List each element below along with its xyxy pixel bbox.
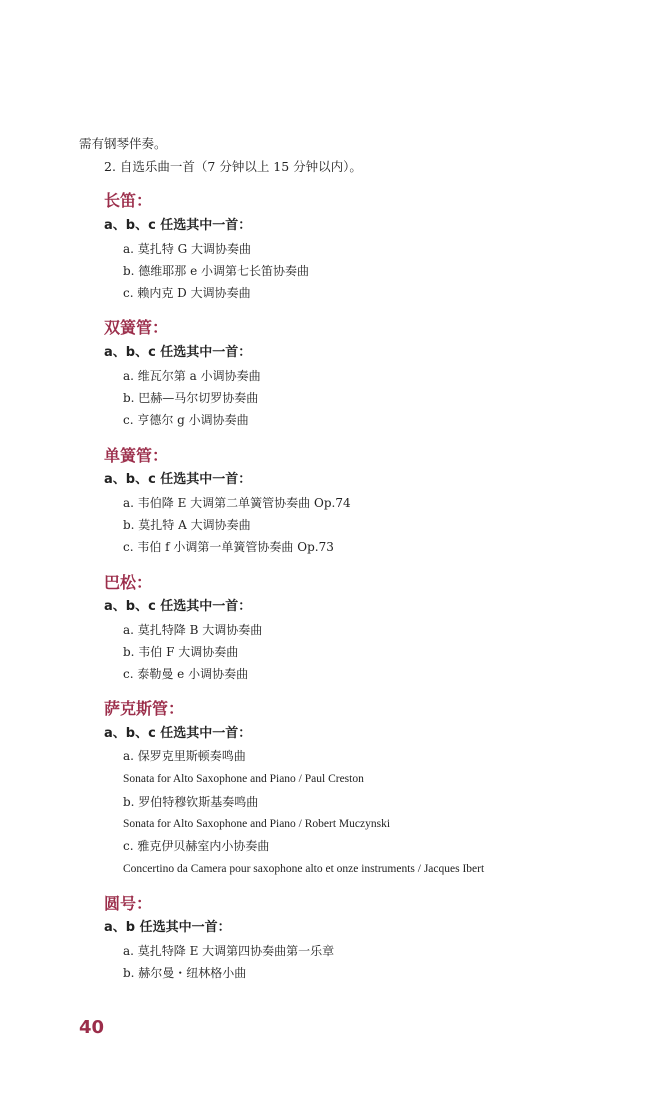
list-item: b. 莫扎特 A 大调协奏曲 [123, 518, 251, 532]
list-item: c. 赖内克 D 大调协奏曲 [123, 286, 251, 300]
section-title: 长笛： [104, 191, 153, 210]
list-item: b. 德维耶那 e 小调第七长笛协奏曲 [123, 264, 310, 278]
list-item: a. 莫扎特降 B 大调协奏曲 [123, 623, 263, 637]
section-prompt: a、b、c 任选其中一首： [104, 218, 252, 233]
section-prompt: a、b 任选其中一首： [104, 920, 231, 935]
section-prompt: a、b、c 任选其中一首： [104, 599, 252, 614]
list-item: a. 莫扎特降 E 大调第四协奏曲第一乐章 [123, 944, 335, 958]
list-item: c. 亨德尔 g 小调协奏曲 [123, 413, 249, 427]
section-title: 萨克斯管： [104, 699, 185, 718]
list-item: Concertino da Camera pour saxophone alto et onze instruments / Jacques Ibert [123, 863, 485, 875]
list-item: b. 赫尔曼・纽林格小曲 [123, 966, 247, 980]
list-item: a. 保罗克里斯顿奏鸣曲 [123, 749, 246, 763]
list-item: a. 莫扎特 G 大调协奏曲 [123, 242, 251, 256]
list-item: b. 巴赫—马尔切罗协奏曲 [123, 391, 259, 405]
list-item: c. 雅克伊贝赫室内小协奏曲 [123, 839, 270, 853]
list-item: c. 泰勒曼 e 小调协奏曲 [123, 667, 249, 681]
list-item: Sonata for Alto Saxophone and Piano / Paul Creston [123, 773, 364, 785]
list-item: b. 罗伯特穆钦斯基奏鸣曲 [123, 795, 259, 809]
list-item: a. 韦伯降 E 大调第二单簧管协奏曲 Op.74 [123, 496, 351, 510]
page-number: 40 [79, 1017, 105, 1038]
section-title: 圆号： [104, 894, 153, 913]
list-item: Sonata for Alto Saxophone and Piano / Robert Muczynski [123, 818, 391, 830]
section-prompt: a、b、c 任选其中一首： [104, 472, 252, 487]
section-title: 巴松： [104, 573, 153, 592]
list-item: b. 韦伯 F 大调协奏曲 [123, 645, 239, 659]
list-item: a. 维瓦尔第 a 小调协奏曲 [123, 369, 261, 383]
section-prompt: a、b、c 任选其中一首： [104, 345, 252, 360]
intro-line-1: 需有钢琴伴奏。 [79, 136, 167, 151]
section-title: 双簧管： [104, 318, 169, 337]
section-prompt: a、b、c 任选其中一首： [104, 726, 252, 741]
section-title: 单簧管： [104, 446, 169, 465]
list-item: c. 韦伯 f 小调第一单簧管协奏曲 Op.73 [123, 540, 334, 554]
intro-line-2: 2. 自选乐曲一首（7 分钟以上 15 分钟以内）。 [104, 159, 362, 174]
